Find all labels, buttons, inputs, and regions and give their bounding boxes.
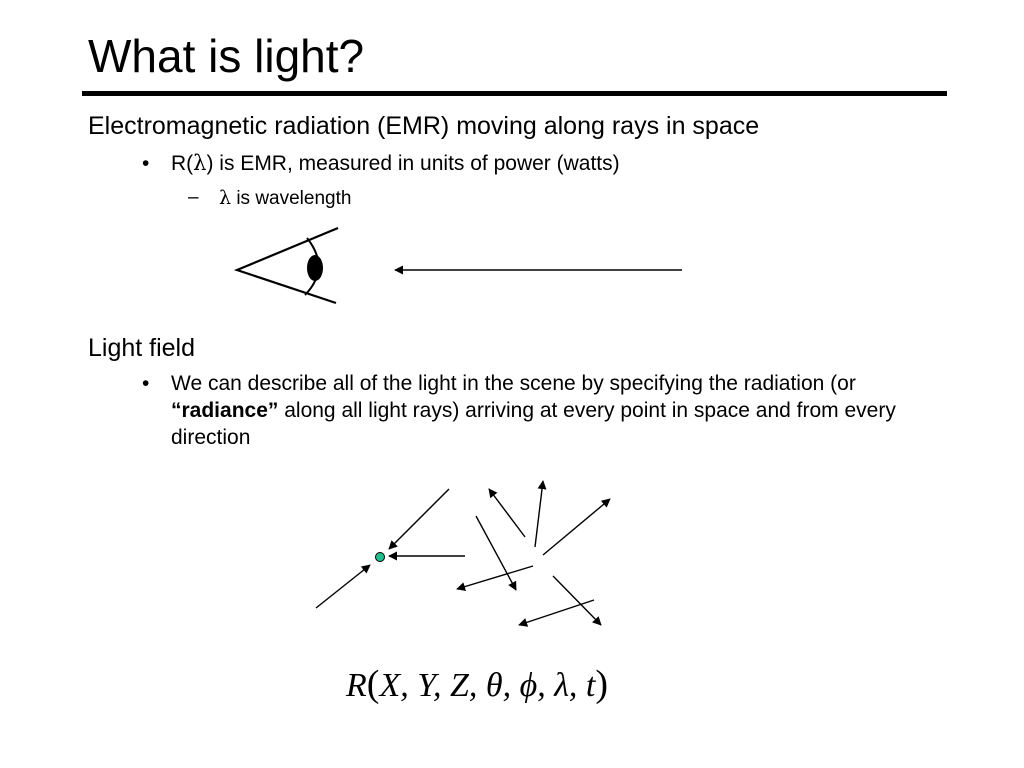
lambda-symbol: λ <box>193 151 207 175</box>
ray-arrow <box>535 481 543 547</box>
ray-arrow <box>476 516 516 590</box>
scene-point <box>376 553 385 562</box>
light-field-text-after: along all light rays) arriving at every point in space and from every direction <box>171 399 896 449</box>
emr-heading: Electromagnetic radiation (EMR) moving along rays in space <box>88 112 760 140</box>
eye-pupil <box>307 255 323 281</box>
ray-arrow <box>519 600 594 625</box>
emr-bullet-text-before: R( <box>171 152 194 175</box>
bullet-marker: • <box>142 152 150 175</box>
formula-function: R <box>346 667 367 704</box>
ray-arrow <box>489 489 525 537</box>
wavelength-label: is wavelength <box>231 188 352 209</box>
plenoptic-formula <box>346 664 608 706</box>
bullet-marker: • <box>142 372 150 395</box>
radiance-term: “radiance” <box>171 399 279 422</box>
ray-arrow <box>457 566 533 589</box>
eye-diagram <box>237 228 338 303</box>
ray-arrow <box>543 499 610 555</box>
light-field-text-before: We can describe all of the light in the scene by specifying the radiation (or <box>171 372 856 395</box>
lambda-symbol: λ <box>219 187 232 209</box>
dash-marker: – <box>188 187 199 208</box>
light-field-heading: Light field <box>88 334 196 362</box>
formula-arguments: X, Y, Z, θ, ϕ, λ, t <box>379 667 596 704</box>
light-field-rays <box>316 481 610 625</box>
slide-title: What is light? <box>88 30 365 82</box>
formula-close-paren: ) <box>595 663 609 705</box>
formula-open-paren: ( <box>366 663 380 705</box>
emr-bullet-text-after: ) is EMR, measured in units of power (watts) <box>206 152 620 175</box>
ray-arrow <box>389 489 449 549</box>
ray-arrow <box>316 565 370 608</box>
